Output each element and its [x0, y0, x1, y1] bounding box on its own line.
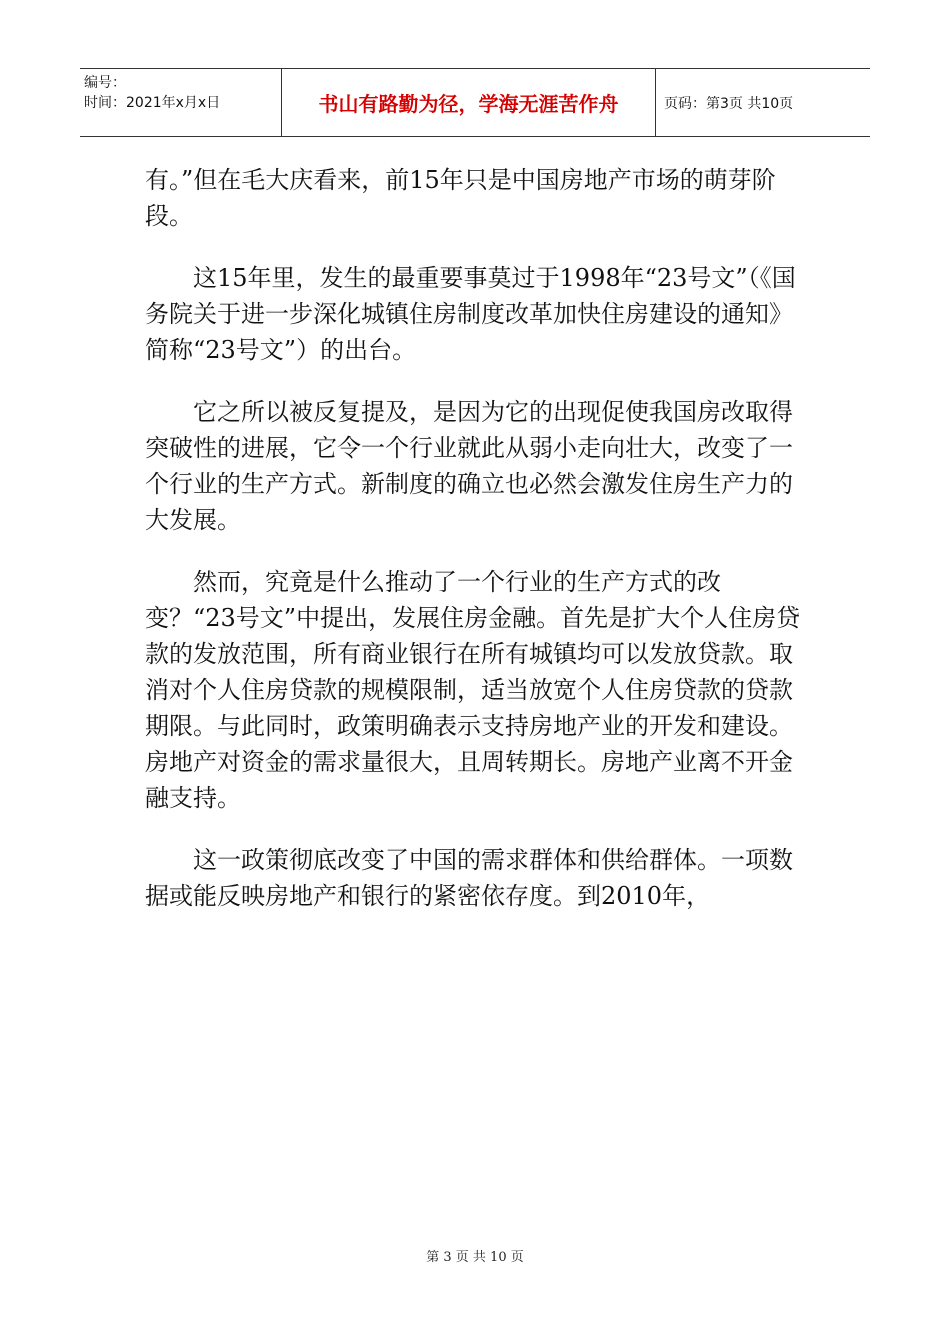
document-body: [145, 162, 810, 940]
document-time-label: 时间：2021年x月x日: [84, 95, 221, 111]
page-footer: 第 3 页 共 10 页: [426, 1250, 524, 1265]
paragraph: 然而，究竟是什么推动了一个行业的生产方式的改变？“23号文”中提出，发展住房金融。首先是扩大个人住房贷款的发放范围，所有商业银行在所有城镇均可以发放贷款。取消对个人住房贷款的规模限制，适当放宽个人住房贷款的贷款期限。与此同时，政策明确表示支持房地产业的开发和建设。房地产对资金的需求量很大，且周转期长。房地产业离不开金融支持。: [145, 568, 801, 812]
paragraph: 有。”但在毛大庆看来，前15年只是中国房地产市场的萌芽阶段。: [145, 166, 776, 230]
header-page-number: 页码：第3页 共10页: [664, 95, 794, 112]
paragraph: 它之所以被反复提及，是因为它的出现促使我国房改取得突破性的进展，它令一个行业就此从弱小走向壮大，改变了一个行业的生产方式。新制度的确立也必然会激发住房生产力的大发展。: [145, 398, 793, 534]
paragraph: 这一政策彻底改变了中国的需求群体和供给群体。一项数据或能反映房地产和银行的紧密依存度。到2010年，: [145, 846, 793, 910]
header-motto: 书山有路勤为径，学海无涯苦作舟: [282, 69, 656, 136]
paragraph: 这15年里，发生的最重要事莫过于1998年“23号文”（《国务院关于进一步深化城镇住房制度改革加快住房建设的通知》简称“23号文”）的出台。: [145, 264, 796, 364]
document-number-label: 编号：: [84, 75, 126, 91]
page-header: [80, 68, 870, 137]
header-meta: [80, 69, 282, 136]
